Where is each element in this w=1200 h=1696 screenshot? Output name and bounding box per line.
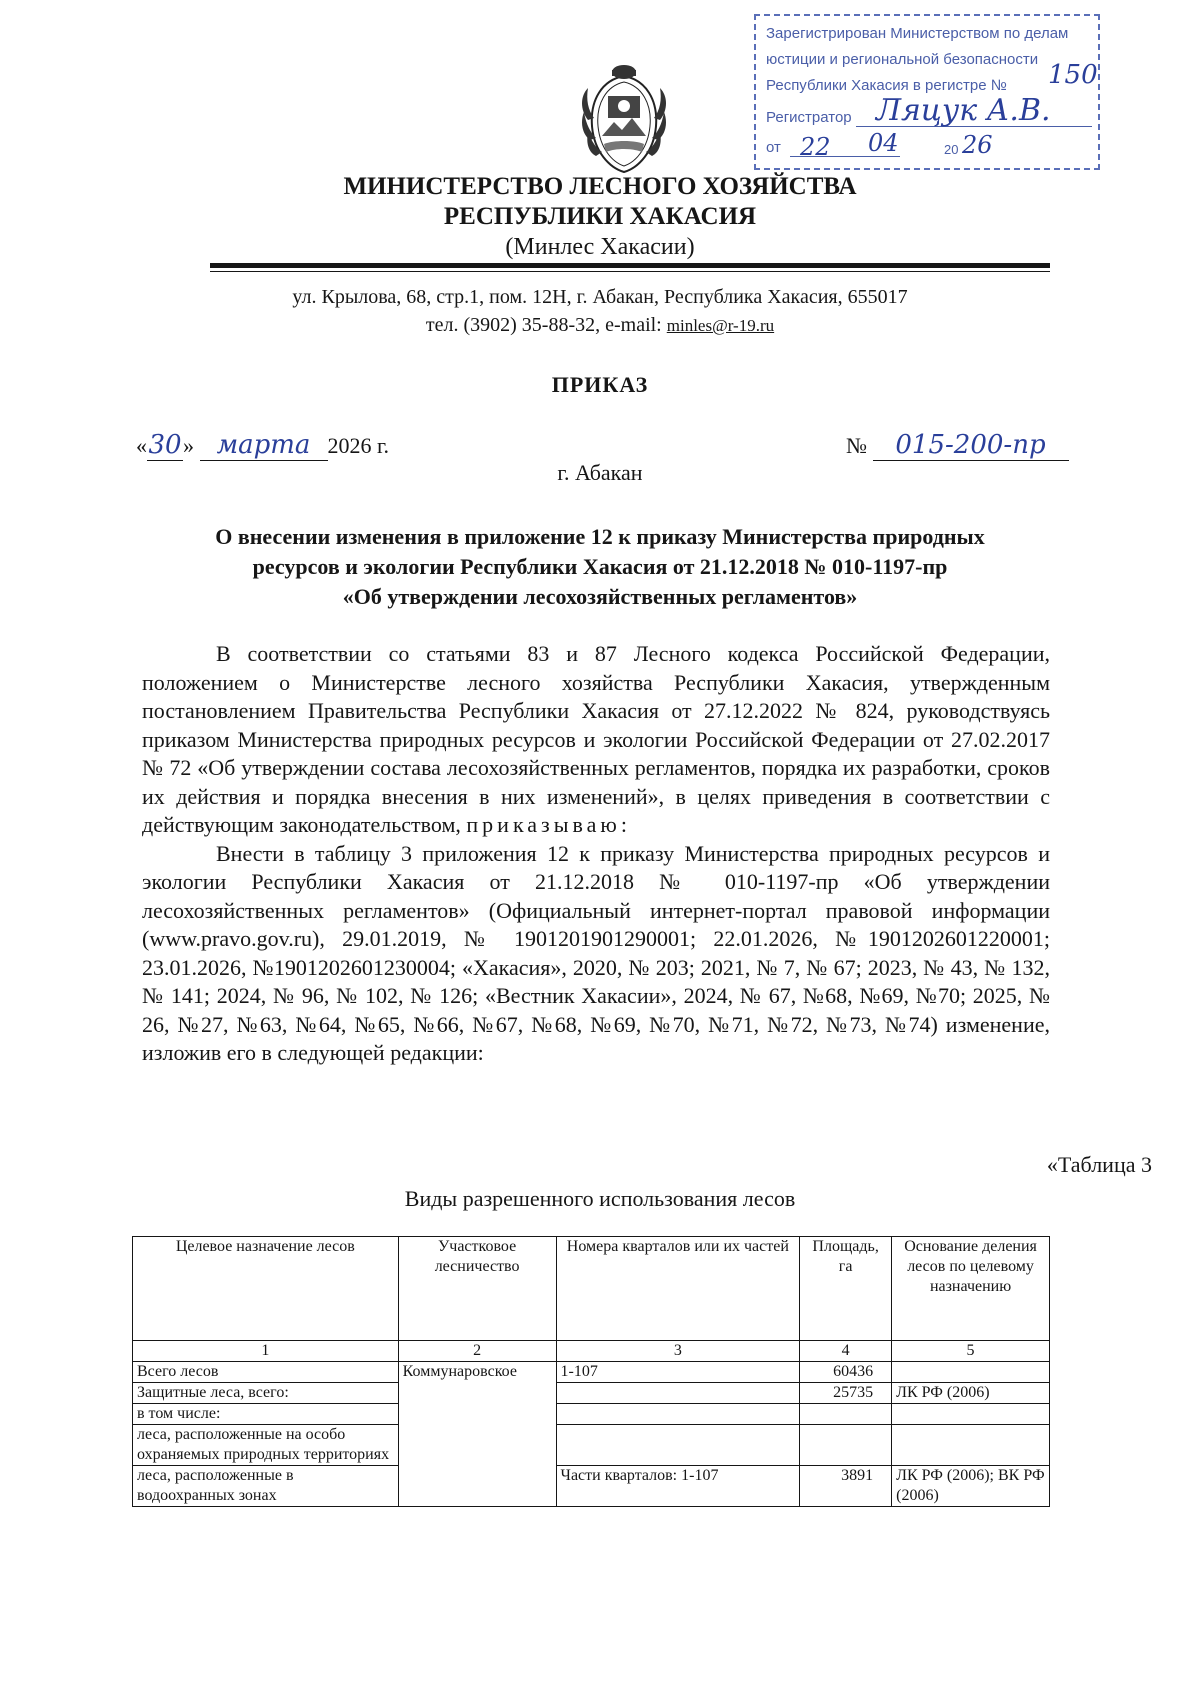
stamp-date-month: 04: [868, 129, 899, 157]
col-number-4: 4: [800, 1341, 892, 1362]
ministry-name-line-1: МИНИСТЕРСТВО ЛЕСНОГО ХОЗЯЙСТВА: [343, 173, 857, 200]
date-close-quote: »: [183, 433, 194, 458]
row-area: 3891: [800, 1466, 892, 1507]
row-quarters: 1-107: [556, 1362, 800, 1383]
stamp-registrar-label: Регистратор: [766, 109, 852, 126]
row-basis: [892, 1404, 1050, 1425]
body-paragraph-2: Внести в таблицу 3 приложения 12 к приказу Министерства природных ресурсов и экологии Республики Хакасия от 21.12.2018 № 010-1197-пр «Об утверждении лесохозяйственных регламентов» (Официальный интернет-портал правовой информации (www.pravo.gov.ru), 29.01.2019, № 1901201901290001; 22.01.2026, №1901202601220001; 23.01.2026, №1901202601230004; «Хакасия», 2020, № 203; 2021, № 7, № 67; 2023, № 43, № 132, № 141; 2024, № 96, № 102, № 126; «Вестник Хакасии», 2024, № 67, №68, №69, №70; 2025, № 26, №27, №63, №64, №65, №66, №67, №68, №69, №70, №71, №72, №73, №74) изменение, изложив его в следующей редакции:: [142, 840, 1050, 1065]
table-caption: Виды разрешенного использования лесов: [404, 1186, 796, 1211]
col-number-2: 2: [398, 1341, 556, 1362]
order-date: [136, 430, 389, 461]
stamp-date-prefix: от: [766, 139, 781, 156]
row-area: [800, 1425, 892, 1466]
row-area: 60436: [800, 1362, 892, 1383]
date-open-quote: «: [136, 433, 147, 458]
forest-use-table: [132, 1236, 1050, 1507]
row-area: 25735: [800, 1383, 892, 1404]
row-area: [800, 1404, 892, 1425]
table-row: [133, 1404, 1050, 1425]
order-number-handwritten: 015-200-пр: [873, 430, 1069, 461]
stamp-registrar-signature: Ляцук А.В.: [876, 93, 1051, 128]
ministry-contacts: [0, 312, 1200, 339]
order-directive: приказываю:: [466, 812, 631, 837]
col-number-5: 5: [892, 1341, 1050, 1362]
header-rule-thick: [210, 263, 1050, 268]
order-number: [846, 430, 1069, 461]
row-basis: ЛК РФ (2006): [892, 1383, 1050, 1404]
order-body: [142, 640, 1050, 1068]
ministry-phone: тел. (3902) 35-88-32, e-mail:: [425, 314, 667, 336]
stamp-date-year-prefix: 20: [944, 142, 959, 157]
subject-line-3: «Об утверждении лесохозяйственных регламентов»: [342, 584, 858, 609]
coat-of-arms-emblem: [574, 60, 674, 178]
header-rule-thin: [210, 271, 1050, 272]
row-quarters: Части кварталов: 1-107: [556, 1466, 800, 1507]
date-day-handwritten: 30: [148, 430, 182, 460]
stamp-reg-number: 150: [1048, 60, 1098, 90]
table-header-row: [133, 1237, 1050, 1341]
table-column-numbers-row: [133, 1341, 1050, 1362]
row-basis: ЛК РФ (2006); ВК РФ (2006): [892, 1466, 1050, 1507]
stamp-line-1: Зарегистрирован Министерством по делам: [766, 25, 1069, 42]
header-quarters: Номера кварталов или их частей: [556, 1237, 800, 1341]
stamp-date-day: 22: [800, 133, 831, 161]
table-label: «Таблица 3: [1046, 1152, 1152, 1177]
date-year: 2026 г.: [327, 433, 390, 458]
order-number-label: №: [846, 433, 867, 458]
order-subject: [150, 522, 1050, 612]
col-number-1: 1: [133, 1341, 399, 1362]
row-purpose: Защитные леса, всего:: [133, 1383, 399, 1404]
row-quarters: [556, 1404, 800, 1425]
row-quarters: [556, 1425, 800, 1466]
order-city: г. Абакан: [557, 460, 643, 485]
body-paragraph-1-text: В соответствии со статьями 83 и 87 Лесного кодекса Российской Федерации, положением о Министерстве лесного хозяйства Республики Хакасия, утвержденным постановлением Правительства Республики Хакасия от 27.12.2022 № 824, руководствуясь приказом Министерства природных ресурсов и экологии Российской Федерации от 27.02.2017 № 72 «Об утверждении состава лесохозяйственных регламентов, порядка их разработки, сроков их действия и порядка внесения в них изменений», в целях приведения в соответствии с действующим законодательством,: [142, 641, 1050, 837]
body-paragraph-1: [142, 640, 1050, 840]
registration-stamp: [754, 14, 1100, 170]
table-row: [133, 1466, 1050, 1507]
subject-line-2: ресурсов и экологии Республики Хакасия от 21.12.2018 № 010-1197-пр: [252, 554, 948, 579]
row-purpose: Всего лесов: [133, 1362, 399, 1383]
col-number-3: 3: [556, 1341, 800, 1362]
stamp-line-2: юстиции и региональной безопасности: [766, 51, 1039, 68]
stamp-date-year: 26: [962, 131, 993, 159]
table-row: [133, 1425, 1050, 1466]
ministry-name-line-2: РЕСПУБЛИКИ ХАКАСИЯ: [443, 203, 757, 230]
row-district: Коммунаровское: [398, 1362, 556, 1507]
ministry-short-name: (Минлес Хакасии): [505, 234, 695, 260]
date-month-handwritten: марта: [200, 430, 328, 461]
ministry-address: ул. Крылова, 68, стр.1, пом. 12Н, г. Абакан, Республика Хакасия, 655017: [292, 286, 908, 308]
row-purpose: леса, расположенные в водоохранных зонах: [133, 1466, 399, 1507]
header-purpose: Целевое назначение лесов: [133, 1237, 399, 1341]
row-purpose: леса, расположенные на особо охраняемых природных территориях: [133, 1425, 399, 1466]
row-basis: [892, 1362, 1050, 1383]
ministry-email-link[interactable]: minles@r-19.ru: [666, 316, 775, 335]
header-basis: Основание деления лесов по целевому назначению: [892, 1237, 1050, 1341]
stamp-line-3: Республики Хакасия в регистре №: [766, 77, 1007, 94]
order-title: ПРИКАЗ: [551, 372, 649, 397]
header-area: Площадь, га: [800, 1237, 892, 1341]
subject-line-1: О внесении изменения в приложение 12 к приказу Министерства природных: [215, 524, 985, 549]
row-purpose: в том числе:: [133, 1404, 399, 1425]
table-row: [133, 1362, 1050, 1383]
header-district: Участковое лесничество: [398, 1237, 556, 1341]
row-basis: [892, 1425, 1050, 1466]
row-quarters: [556, 1383, 800, 1404]
table-row: [133, 1383, 1050, 1404]
